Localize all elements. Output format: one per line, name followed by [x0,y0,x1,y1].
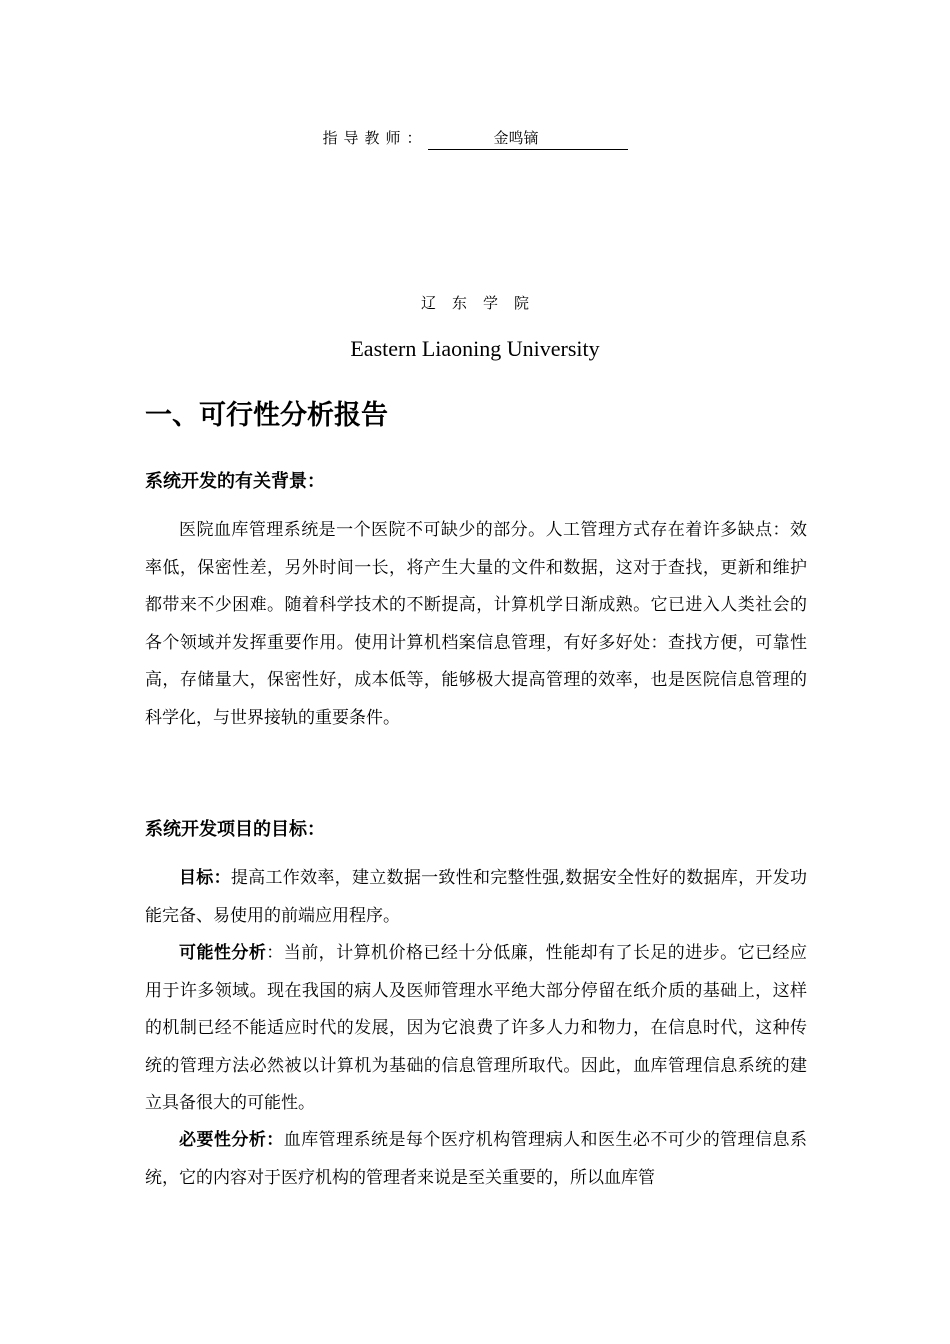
school-name-english: Eastern Liaoning University [350,336,600,361]
necessity-label: 必要性分析： [179,1130,284,1150]
possibility-text: ：当前，计算机价格已经十分低廉，性能却有了长足的进步。它已经应用于许多领域。现在我国的病人及医师管理水平绝大部分停留在纸介质的基础上，这样的机制已经不能适应时代的发展，因为它浪费了许多人力和物力，在信息时代，这种传统的管理方法必然被以计算机为基础的信息管理所取代。因此，血库管理信息系统的建立具备很大的可能性。 [145,943,808,1114]
possibility-label: 可能性分析 [179,943,267,963]
goal-heading: 系统开发项目的目标： [145,819,325,840]
advisor-name: 金鸣镝 [428,127,628,150]
school-name-chinese: 辽东学院 [420,294,545,312]
advisor-line [0,124,950,152]
goal-paragraph [145,860,807,935]
goal-label: 目标： [179,868,231,888]
necessity-paragraph [145,1122,807,1197]
background-heading: 系统开发的有关背景： [145,471,325,492]
background-paragraph: 医院血库管理系统是一个医院不可缺少的部分。人工管理方式存在着许多缺点：效率低，保密性差，另外时间一长，将产生大量的文件和数据，这对于查找，更新和维护都带来不少困难。随着科学技术的不断提高，计算机学日渐成熟。它已进入人类社会的各个领域并发挥重要作用。使用计算机档案信息管理，有好多好处：查找方便，可靠性高，存储量大，保密性好，成本低等，能够极大提高管理的效率，也是医院信息管理的科学化，与世界接轨的重要条件。 [145,520,807,728]
report-title: 一、可行性分析报告 [145,400,388,431]
advisor-label: 指导教师： [322,129,428,147]
possibility-paragraph [145,935,807,1123]
goal-text: 提高工作效率，建立数据一致性和完整性强,数据安全性好的数据库，开发功能完备、易使用的前端应用程序。 [145,868,808,926]
necessity-text: 血库管理系统是每个医疗机构管理病人和医生必不可少的管理信息系统，它的内容对于医疗机构的管理者来说是至关重要的，所以血库管 [145,1130,808,1188]
